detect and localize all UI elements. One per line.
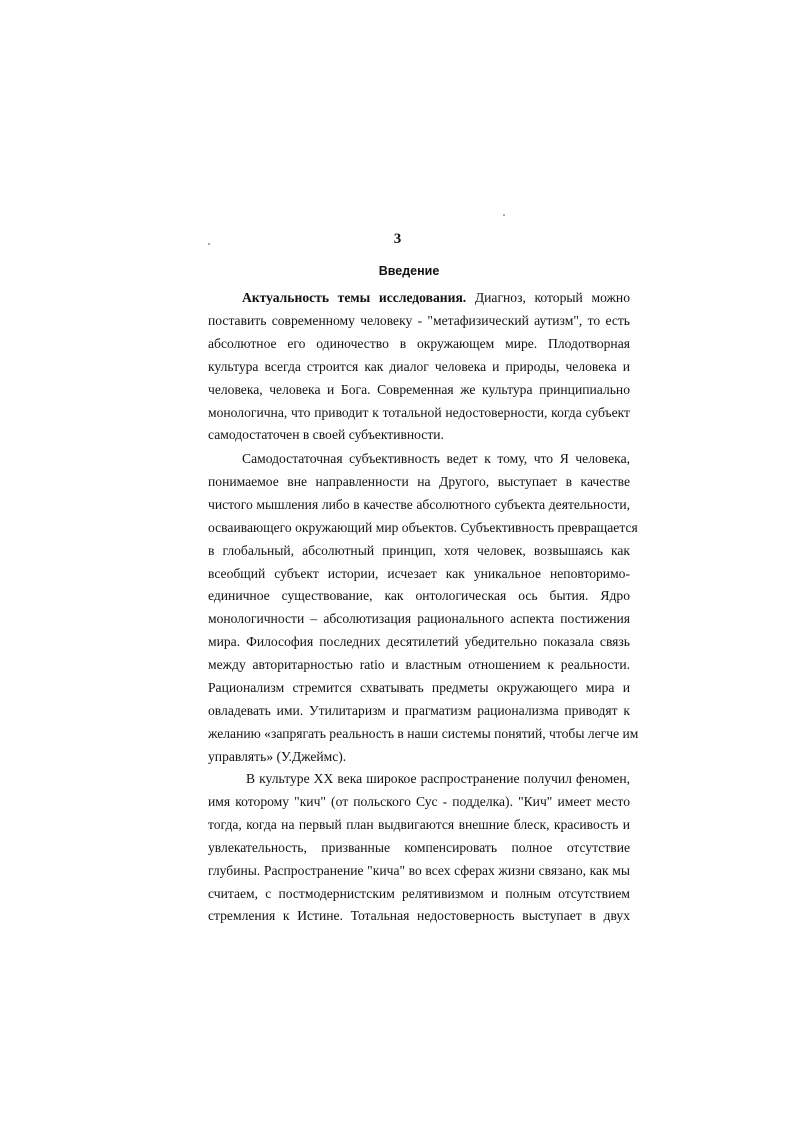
- text-line: осваивающего окружающий мир объектов. Субъективность превращается: [208, 519, 638, 535]
- text-line: монологична, что приводит к тотальной недостоверности, когда субъект: [208, 404, 630, 420]
- text-line: понимаемое вне направленности на Другого, выступает в качестве: [208, 473, 630, 489]
- text-line: культура всегда строится как диалог человека и природы, человека и: [208, 358, 630, 374]
- text-line: чистого мышления либо в качестве абсолютного субъекта деятельности,: [208, 496, 630, 512]
- text-line: тогда, когда на первый план выдвигаются внешние блеск, красивость и: [208, 816, 630, 832]
- text-line: мира. Философия последних десятилетий убедительно показала связь: [208, 634, 630, 650]
- text-line: управлять» (У.Джеймс).: [208, 748, 347, 764]
- text-line: самодостаточен в своей субъективности.: [208, 427, 444, 443]
- text-line: имя которому "кич" (от польского Сус - подделка). "Кич" имеет место: [208, 793, 630, 809]
- text-line: всеобщий субъект истории, исчезает как уникальное неповторимо-: [208, 565, 630, 581]
- paragraph-relevance: [208, 287, 630, 447]
- text-line: единичное существование, как онтологическая ось бытия. Ядро: [208, 588, 630, 604]
- text-line: Рационализм стремится схватывать предметы окружающего мира и: [208, 680, 630, 696]
- text-line: стремления к Истине. Тотальная недостоверность выступает в двух: [208, 908, 630, 924]
- text-line: Актуальность темы исследования. Диагноз, который можно: [242, 290, 630, 305]
- text-line: В культуре XX века широкое распространение получил феномен,: [246, 771, 630, 786]
- scan-speck: [503, 214, 505, 216]
- text-line: поставить современному человеку - "метафизический аутизм", то есть: [208, 312, 630, 328]
- text-line: глубины. Распространение "кича" во всех сферах жизни связано, как мы: [208, 862, 630, 878]
- text-line: Самодостаточная субъективность ведет к тому, что Я человека,: [242, 451, 630, 466]
- text-line: абсолютное его одиночество в окружающем мире. Плодотворная: [208, 335, 630, 351]
- text-line: между авторитарностью ratio и властным отношением к реальности.: [208, 657, 630, 673]
- page-number: 3: [393, 231, 402, 247]
- text-line: желанию «запрягать реальность в наши системы понятий, чтобы легче им: [208, 725, 639, 741]
- section-heading: Введение: [378, 264, 440, 278]
- lead-phrase: Актуальность темы исследования.: [242, 290, 467, 305]
- text-line: человека, человека и Бога. Современная же культура принципиально: [208, 381, 630, 397]
- text-line: овладевать ими. Утилитаризм и прагматизм рационализма приводят к: [208, 702, 630, 718]
- text-line: считаем, с постмодернистским релятивизмом и полным отсутствием: [208, 885, 630, 901]
- text-line: монологичности – абсолютизация рационального аспекта постижения: [208, 611, 630, 627]
- paragraph-subjectivity: [208, 448, 639, 769]
- text-line: в глобальный, абсолютный принцип, хотя человек, возвышаясь как: [208, 542, 630, 558]
- text-line: увлекательность, призванные компенсировать полное отсутствие: [208, 839, 630, 855]
- paragraph-kitsch: [208, 768, 630, 928]
